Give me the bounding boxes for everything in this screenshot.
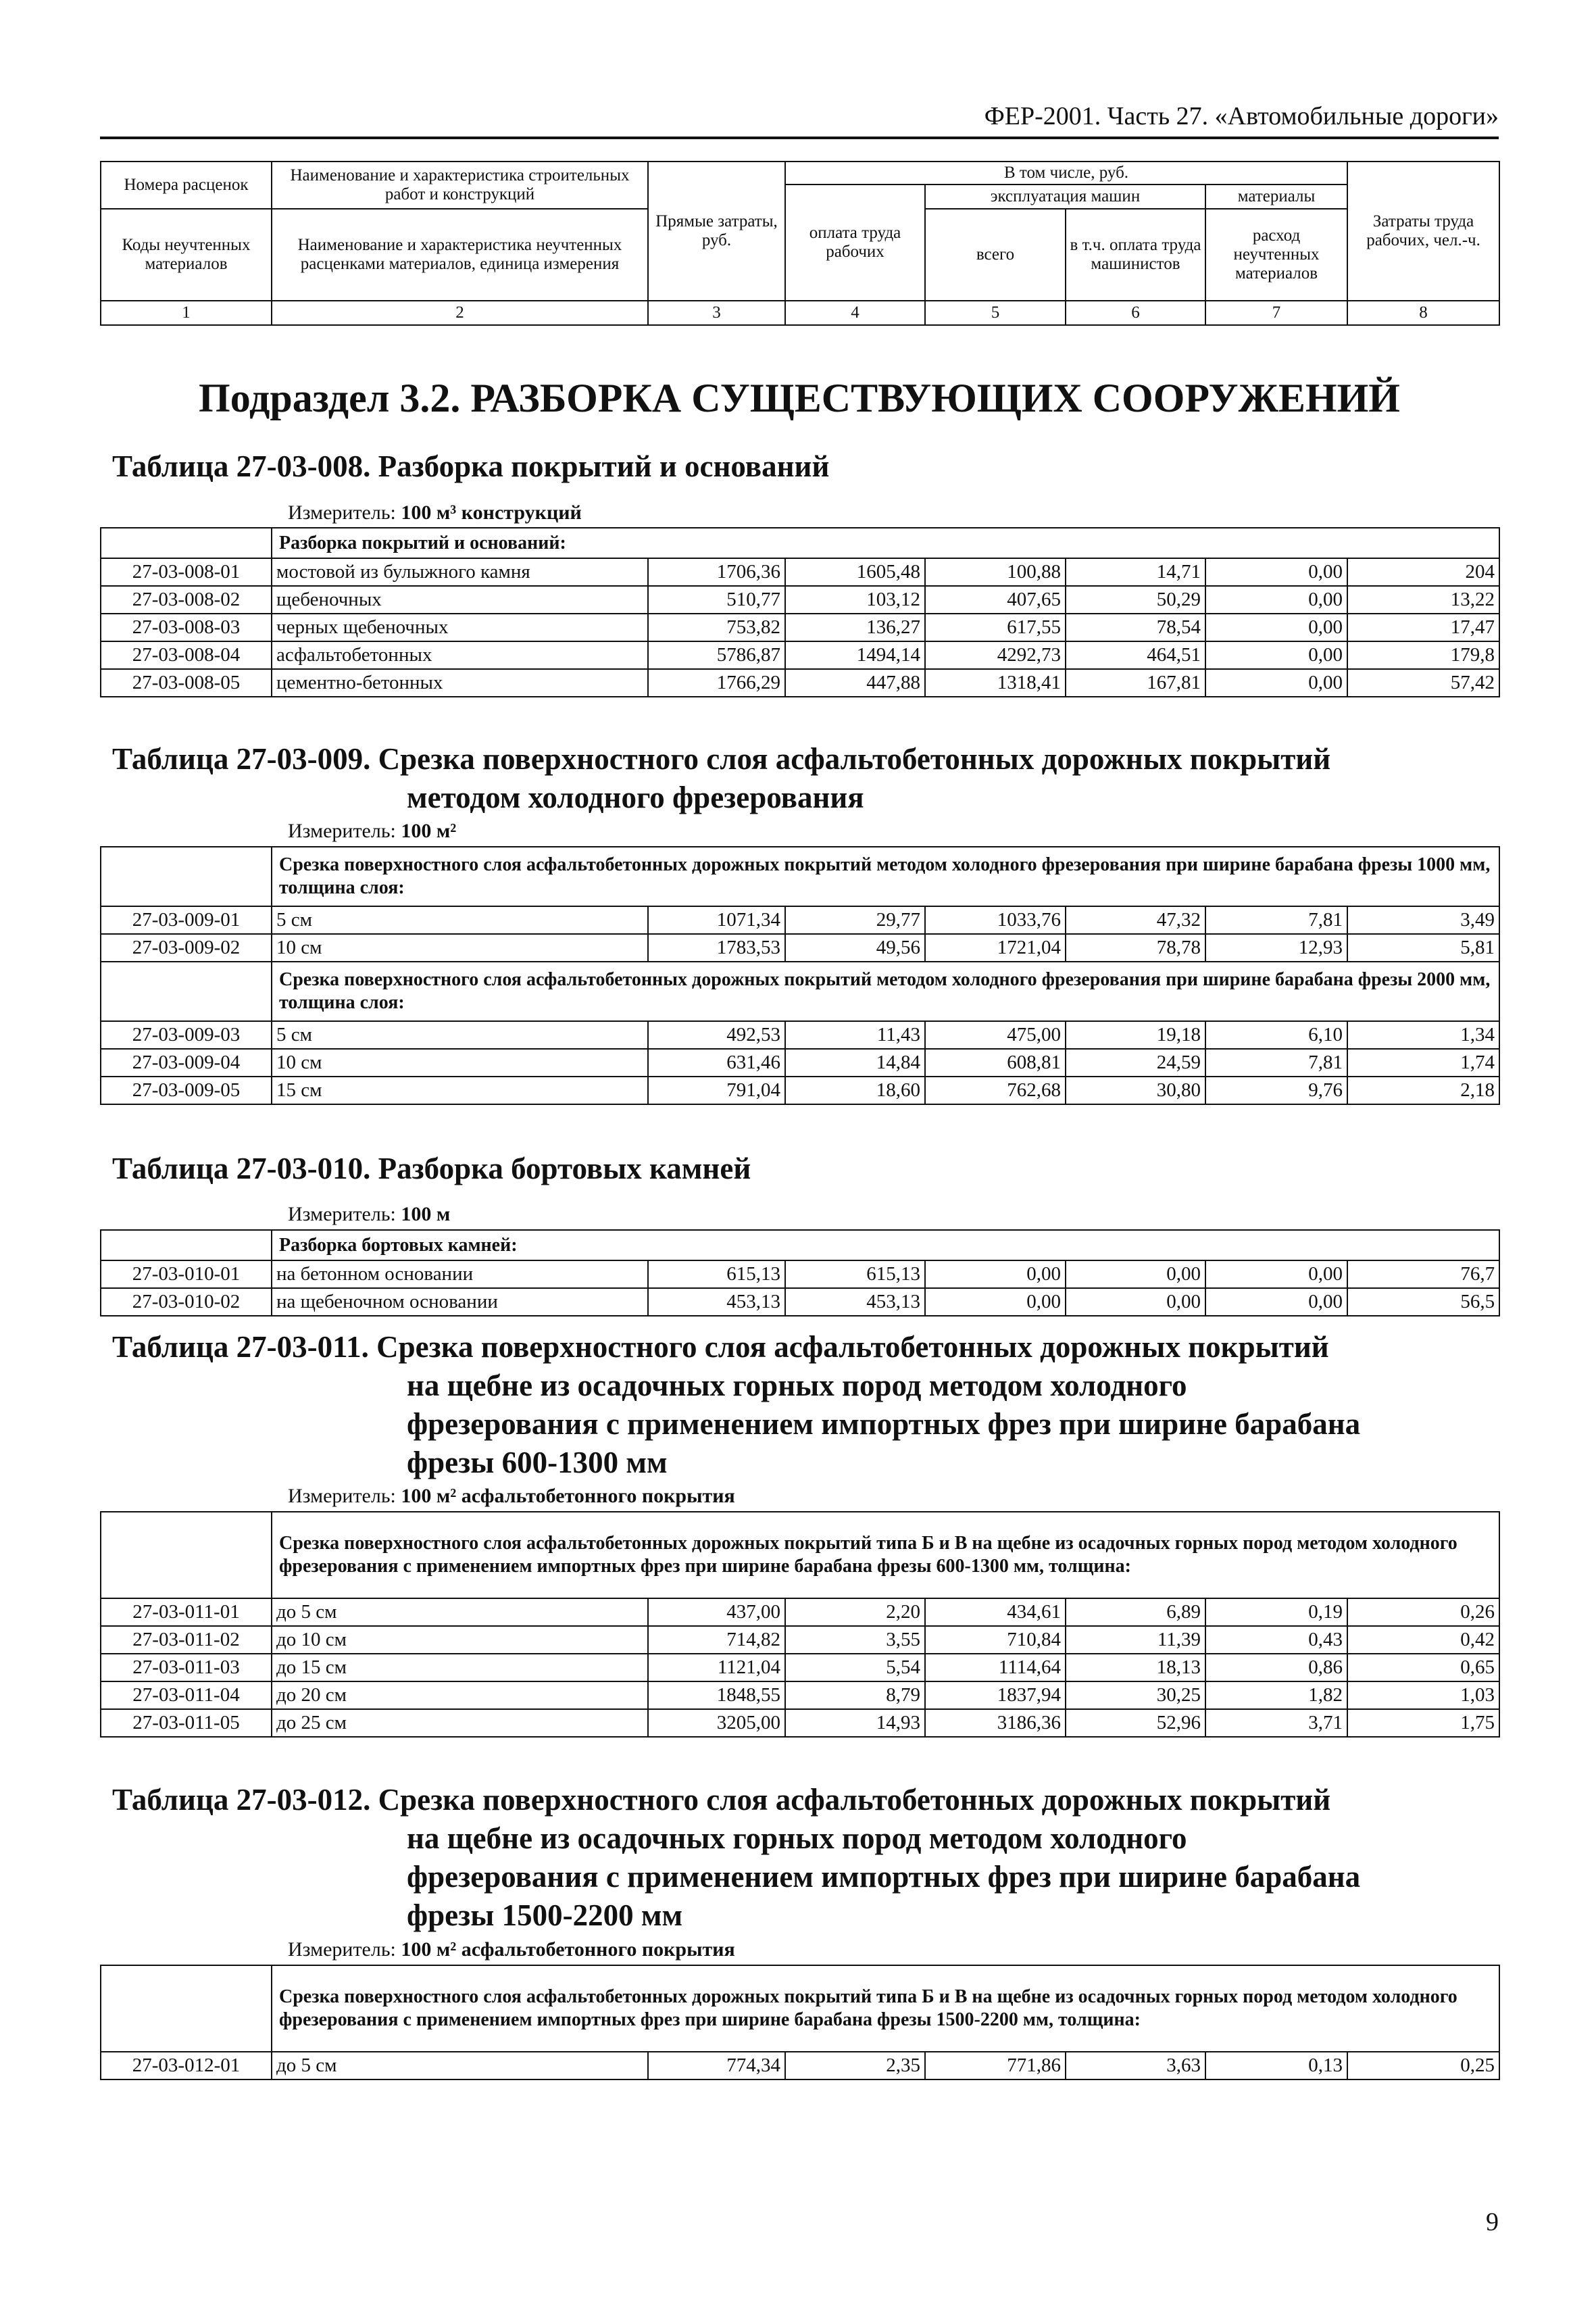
running-header: ФЕР-2001. Часть 27. «Автомобильные дороги» [984, 102, 1499, 130]
group-code-cell [101, 1512, 272, 1598]
measure-label: Измеритель: [288, 1938, 396, 1961]
header-labor-pay: оплата труда рабочих [785, 184, 925, 301]
machinists-pay: 19,18 [1066, 1021, 1205, 1049]
labor-hours: 179,8 [1347, 641, 1499, 669]
rate-code: 27-03-011-04 [101, 1681, 272, 1709]
work-name: до 20 см [272, 1681, 648, 1709]
rate-table [100, 1511, 1500, 1738]
labor-pay: 1605,48 [785, 558, 925, 586]
materials-usage: 0,86 [1205, 1654, 1347, 1681]
measure-label: Измеритель: [288, 820, 396, 842]
table-title-line: Таблица 27-03-011. Срезка поверхностного слоя асфальтобетонных дорожных покрытий [112, 1330, 1329, 1364]
rate-code: 27-03-011-05 [101, 1709, 272, 1737]
rate-code: 27-03-010-02 [101, 1288, 272, 1316]
direct-cost: 615,13 [648, 1260, 785, 1288]
header-direct-costs: Прямые затраты, руб. [648, 162, 785, 301]
column-number: 5 [925, 301, 1066, 325]
materials-usage: 0,00 [1205, 1288, 1347, 1316]
rate-table [100, 527, 1500, 697]
table-row [101, 614, 1499, 641]
labor-pay: 3,55 [785, 1626, 925, 1654]
header-machinists-pay: в т.ч. оплата труда машинистов [1066, 209, 1205, 301]
group-title: Срезка поверхностного слоя асфальтобетонных дорожных покрытий методом холодного фрезерования при ширине барабана фрезы 2000 мм, толщина слоя: [272, 962, 1499, 1021]
labor-pay: 8,79 [785, 1681, 925, 1709]
rate-code: 27-03-008-02 [101, 586, 272, 614]
materials-usage: 0,00 [1205, 558, 1347, 586]
table-title-line: Таблица 27-03-008. Разборка покрытий и оснований [112, 449, 830, 483]
direct-cost: 1766,29 [648, 669, 785, 697]
table-row [101, 669, 1499, 697]
table-row [101, 906, 1499, 934]
machines-total: 1114,64 [925, 1654, 1066, 1681]
subsection-title: Подраздел 3.2. РАЗБОРКА СУЩЕСТВУЮЩИХ СООРУЖЕНИЙ [199, 376, 1400, 420]
rate-code: 27-03-011-01 [101, 1598, 272, 1626]
materials-usage: 7,81 [1205, 906, 1347, 934]
labor-pay: 2,35 [785, 2052, 925, 2079]
work-name: 5 см [272, 1021, 648, 1049]
labor-pay: 49,56 [785, 934, 925, 962]
table-title-line: методом холодного фрезерования [407, 781, 864, 814]
work-name: 15 см [272, 1077, 648, 1104]
labor-pay: 136,27 [785, 614, 925, 641]
table-title-line: фрезы 600-1300 мм [407, 1446, 668, 1479]
labor-pay: 453,13 [785, 1288, 925, 1316]
table-title [112, 1150, 751, 1188]
measure-label: Измеритель: [288, 501, 396, 524]
labor-hours: 3,49 [1347, 906, 1499, 934]
materials-usage: 0,00 [1205, 614, 1347, 641]
table-row [101, 1260, 1499, 1288]
measure-unit [288, 1203, 450, 1226]
table-title-line: на щебне из осадочных горных пород методом холодного [407, 1369, 1187, 1402]
machines-total: 1721,04 [925, 934, 1066, 962]
work-name: щебеночных [272, 586, 648, 614]
header-machines: эксплуатация машин [925, 184, 1205, 209]
table-row [101, 1654, 1499, 1681]
direct-cost: 1071,34 [648, 906, 785, 934]
column-number: 6 [1066, 301, 1205, 325]
work-name: до 5 см [272, 2052, 648, 2079]
direct-cost: 1706,36 [648, 558, 785, 586]
machinists-pay: 167,81 [1066, 669, 1205, 697]
machinists-pay: 78,54 [1066, 614, 1205, 641]
work-name: цементно-бетонных [272, 669, 648, 697]
rate-code: 27-03-011-02 [101, 1626, 272, 1654]
machinists-pay: 50,29 [1066, 586, 1205, 614]
table-title-line: Таблица 27-03-009. Срезка поверхностного слоя асфальтобетонных дорожных покрытий [112, 742, 1331, 776]
machines-total: 710,84 [925, 1626, 1066, 1654]
labor-hours: 0,65 [1347, 1654, 1499, 1681]
labor-hours: 1,34 [1347, 1021, 1499, 1049]
machinists-pay: 24,59 [1066, 1049, 1205, 1077]
header-codes-bottom: Коды неучтенных материалов [101, 209, 272, 301]
table-row [101, 1709, 1499, 1737]
work-name: до 10 см [272, 1626, 648, 1654]
work-name: мостовой из булыжного камня [272, 558, 648, 586]
direct-cost: 453,13 [648, 1288, 785, 1316]
machinists-pay: 464,51 [1066, 641, 1205, 669]
group-code-cell [101, 847, 272, 906]
work-name: асфальтобетонных [272, 641, 648, 669]
labor-hours: 56,5 [1347, 1288, 1499, 1316]
machinists-pay: 52,96 [1066, 1709, 1205, 1737]
machines-total: 434,61 [925, 1598, 1066, 1626]
rate-code: 27-03-012-01 [101, 2052, 272, 2079]
measure-value: 100 м³ конструкций [401, 501, 582, 524]
column-number: 2 [272, 301, 648, 325]
table-title-line: фрезы 1500-2200 мм [407, 1898, 683, 1932]
direct-cost: 5786,87 [648, 641, 785, 669]
labor-hours: 5,81 [1347, 934, 1499, 962]
measure-unit [288, 501, 582, 524]
rate-code: 27-03-010-01 [101, 1260, 272, 1288]
machines-total: 617,55 [925, 614, 1066, 641]
direct-cost: 791,04 [648, 1077, 785, 1104]
materials-usage: 0,43 [1205, 1626, 1347, 1654]
machinists-pay: 3,63 [1066, 2052, 1205, 2079]
rate-code: 27-03-008-01 [101, 558, 272, 586]
machines-total: 0,00 [925, 1288, 1066, 1316]
labor-pay: 29,77 [785, 906, 925, 934]
direct-cost: 510,77 [648, 586, 785, 614]
direct-cost: 714,82 [648, 1626, 785, 1654]
rate-code: 27-03-009-02 [101, 934, 272, 962]
machines-total: 1033,76 [925, 906, 1066, 934]
work-name: до 5 см [272, 1598, 648, 1626]
table-row [101, 1598, 1499, 1626]
table-row [101, 2052, 1499, 2079]
measure-label: Измеритель: [288, 1203, 396, 1225]
machines-total: 1318,41 [925, 669, 1066, 697]
work-name: до 25 см [272, 1709, 648, 1737]
rate-code: 27-03-008-05 [101, 669, 272, 697]
table-row [101, 558, 1499, 586]
labor-hours: 0,25 [1347, 2052, 1499, 2079]
materials-usage: 0,00 [1205, 1260, 1347, 1288]
measure-value: 100 м [401, 1203, 451, 1225]
machines-total: 762,68 [925, 1077, 1066, 1104]
table-title [112, 1328, 1360, 1482]
labor-hours: 17,47 [1347, 614, 1499, 641]
labor-hours: 76,7 [1347, 1260, 1499, 1288]
table-title [112, 447, 829, 486]
table-row [101, 1077, 1499, 1104]
rate-code: 27-03-009-04 [101, 1049, 272, 1077]
header-name-bottom: Наименование и характеристика неучтенных расценками материалов, единица измерения [272, 209, 648, 301]
direct-cost: 3205,00 [648, 1709, 785, 1737]
table-title [112, 740, 1330, 817]
machinists-pay: 30,80 [1066, 1077, 1205, 1104]
materials-usage: 0,00 [1205, 641, 1347, 669]
group-code-cell [101, 1230, 272, 1260]
rate-table [100, 1229, 1500, 1316]
rate-code: 27-03-009-03 [101, 1021, 272, 1049]
labor-hours: 204 [1347, 558, 1499, 586]
header-materials-usage: расход неучтенных материалов [1205, 209, 1347, 301]
work-name: на щебеночном основании [272, 1288, 648, 1316]
header-codes-top: Номера расценок [101, 162, 272, 209]
labor-pay: 447,88 [785, 669, 925, 697]
table-row [101, 1681, 1499, 1709]
table-title-line: Таблица 27-03-012. Срезка поверхностного слоя асфальтобетонных дорожных покрытий [112, 1783, 1331, 1817]
labor-pay: 615,13 [785, 1260, 925, 1288]
materials-usage: 3,71 [1205, 1709, 1347, 1737]
rate-table [100, 846, 1500, 1105]
machines-total: 1837,94 [925, 1681, 1066, 1709]
header-including: В том числе, руб. [785, 162, 1347, 184]
labor-pay: 11,43 [785, 1021, 925, 1049]
machinists-pay: 14,71 [1066, 558, 1205, 586]
machinists-pay: 47,32 [1066, 906, 1205, 934]
materials-usage: 0,13 [1205, 2052, 1347, 2079]
column-header-table [100, 161, 1500, 326]
work-name: черных щебеночных [272, 614, 648, 641]
page-number: 9 [1486, 2208, 1499, 2236]
machinists-pay: 0,00 [1066, 1260, 1205, 1288]
header-name-top: Наименование и характеристика строительных работ и конструкций [272, 162, 648, 209]
header-materials: материалы [1205, 184, 1347, 209]
group-code-cell [101, 1965, 272, 2052]
machines-total: 475,00 [925, 1021, 1066, 1049]
rate-code: 27-03-011-03 [101, 1654, 272, 1681]
measure-unit [288, 820, 456, 843]
group-title: Срезка поверхностного слоя асфальтобетонных дорожных покрытий типа Б и В на щебне из осадочных горных пород методом холодного фрезерования с применением импортных фрез при ширине барабана фрезы 600-1300 мм, толщина: [272, 1512, 1499, 1598]
labor-pay: 18,60 [785, 1077, 925, 1104]
work-name: 10 см [272, 1049, 648, 1077]
labor-hours: 13,22 [1347, 586, 1499, 614]
rate-table [100, 1965, 1500, 2080]
table-title-line: на щебне из осадочных горных пород методом холодного [407, 1821, 1187, 1855]
measure-unit [288, 1938, 735, 1961]
table-row [101, 1049, 1499, 1077]
table-title-line: фрезерования с применением импортных фрез при ширине барабана [407, 1407, 1361, 1441]
header-rule [100, 137, 1499, 139]
materials-usage: 0,19 [1205, 1598, 1347, 1626]
direct-cost: 1121,04 [648, 1654, 785, 1681]
machinists-pay: 30,25 [1066, 1681, 1205, 1709]
table-row [101, 641, 1499, 669]
machinists-pay: 0,00 [1066, 1288, 1205, 1316]
rate-code: 27-03-008-03 [101, 614, 272, 641]
labor-hours: 0,26 [1347, 1598, 1499, 1626]
machinists-pay: 11,39 [1066, 1626, 1205, 1654]
labor-hours: 2,18 [1347, 1077, 1499, 1104]
machines-total: 100,88 [925, 558, 1066, 586]
labor-pay: 5,54 [785, 1654, 925, 1681]
table-row [101, 1021, 1499, 1049]
labor-hours: 1,74 [1347, 1049, 1499, 1077]
table-title-line: фрезерования с применением импортных фрез при ширине барабана [407, 1860, 1361, 1894]
rate-code: 27-03-009-01 [101, 906, 272, 934]
column-number: 3 [648, 301, 785, 325]
materials-usage: 1,82 [1205, 1681, 1347, 1709]
measure-unit [288, 1485, 735, 1508]
work-name: 10 см [272, 934, 648, 962]
measure-value: 100 м² асфальтобетонного покрытия [401, 1938, 735, 1961]
measure-value: 100 м² [401, 820, 457, 842]
materials-usage: 12,93 [1205, 934, 1347, 962]
column-number: 1 [101, 301, 272, 325]
materials-usage: 7,81 [1205, 1049, 1347, 1077]
group-code-cell [101, 528, 272, 558]
machinists-pay: 78,78 [1066, 934, 1205, 962]
machines-total: 407,65 [925, 586, 1066, 614]
group-title: Срезка поверхностного слоя асфальтобетонных дорожных покрытий методом холодного фрезерования при ширине барабана фрезы 1000 мм, толщина слоя: [272, 847, 1499, 906]
machinists-pay: 6,89 [1066, 1598, 1205, 1626]
table-title [112, 1781, 1360, 1935]
labor-hours: 57,42 [1347, 669, 1499, 697]
work-name: до 15 см [272, 1654, 648, 1681]
table-title-line: Таблица 27-03-010. Разборка бортовых камней [112, 1152, 751, 1185]
machines-total: 0,00 [925, 1260, 1066, 1288]
rate-code: 27-03-008-04 [101, 641, 272, 669]
machines-total: 3186,36 [925, 1709, 1066, 1737]
labor-pay: 1494,14 [785, 641, 925, 669]
header-machines-total: всего [925, 209, 1066, 301]
measure-label: Измеритель: [288, 1485, 396, 1507]
group-code-cell [101, 962, 272, 1021]
labor-pay: 14,84 [785, 1049, 925, 1077]
labor-hours: 1,03 [1347, 1681, 1499, 1709]
labor-hours: 0,42 [1347, 1626, 1499, 1654]
group-title: Разборка покрытий и оснований: [272, 528, 1499, 558]
work-name: 5 см [272, 906, 648, 934]
direct-cost: 492,53 [648, 1021, 785, 1049]
materials-usage: 6,10 [1205, 1021, 1347, 1049]
table-row [101, 586, 1499, 614]
direct-cost: 1783,53 [648, 934, 785, 962]
table-row [101, 1288, 1499, 1316]
labor-hours: 1,75 [1347, 1709, 1499, 1737]
machines-total: 608,81 [925, 1049, 1066, 1077]
group-title: Срезка поверхностного слоя асфальтобетонных дорожных покрытий типа Б и В на щебне из осадочных горных пород методом холодного фрезерования с применением импортных фрез при ширине барабана фрезы 1500-2200 мм, толщина: [272, 1965, 1499, 2052]
measure-value: 100 м² асфальтобетонного покрытия [401, 1485, 735, 1507]
group-title: Разборка бортовых камней: [272, 1230, 1499, 1260]
machines-total: 771,86 [925, 2052, 1066, 2079]
rate-code: 27-03-009-05 [101, 1077, 272, 1104]
direct-cost: 774,34 [648, 2052, 785, 2079]
column-number: 8 [1347, 301, 1499, 325]
direct-cost: 1848,55 [648, 1681, 785, 1709]
materials-usage: 0,00 [1205, 586, 1347, 614]
direct-cost: 753,82 [648, 614, 785, 641]
table-row [101, 934, 1499, 962]
direct-cost: 631,46 [648, 1049, 785, 1077]
machines-total: 4292,73 [925, 641, 1066, 669]
labor-pay: 2,20 [785, 1598, 925, 1626]
machinists-pay: 18,13 [1066, 1654, 1205, 1681]
work-name: на бетонном основании [272, 1260, 648, 1288]
header-labor-cost: Затраты труда рабочих, чел.-ч. [1347, 162, 1499, 301]
materials-usage: 9,76 [1205, 1077, 1347, 1104]
materials-usage: 0,00 [1205, 669, 1347, 697]
column-number: 4 [785, 301, 925, 325]
direct-cost: 437,00 [648, 1598, 785, 1626]
column-number: 7 [1205, 301, 1347, 325]
labor-pay: 103,12 [785, 586, 925, 614]
table-row [101, 1626, 1499, 1654]
labor-pay: 14,93 [785, 1709, 925, 1737]
